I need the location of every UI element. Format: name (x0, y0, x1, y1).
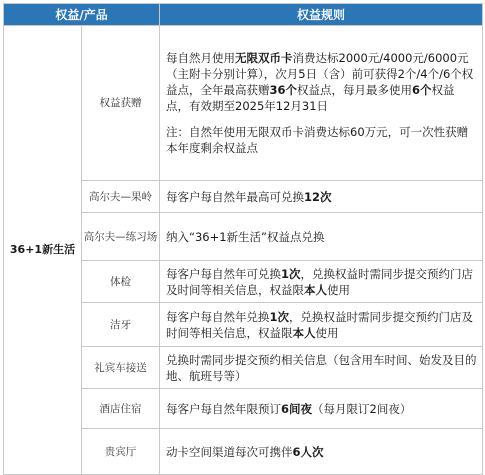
rule-paragraph (166, 352, 477, 384)
row-rule (160, 389, 483, 429)
rule-note: 注：自然年使用无限双币卡消费达标60万元，可一次性获赠本年度剩余权益点 (166, 125, 469, 155)
row-rule (160, 261, 483, 303)
rule-paragraph (166, 229, 477, 245)
rule-text: ，兑换权益时需同步提交预约门店及时间等相关信息，权益限 (166, 266, 474, 297)
row-name: 高尔夫—练习场 (82, 213, 160, 261)
emphasis-text: 6个 (412, 83, 432, 97)
rule-paragraph (166, 266, 477, 298)
rule-paragraph (166, 444, 477, 460)
header-benefit-product: 权益/产品 (4, 4, 160, 26)
rule-text: 权益点，每月最多使用 (297, 83, 413, 97)
emphasis-text: 6间夜 (281, 401, 313, 416)
table-header-row (4, 4, 483, 26)
emphasis-text: 本人 (292, 325, 316, 340)
rule-text: 兑换时需同步提交预约相关信息（包含用车时间、始发及目的地、航班号等） (166, 352, 477, 383)
rule-paragraph (166, 309, 477, 341)
rule-paragraph (166, 189, 477, 205)
rule-text: ，兑换权益时需同步提交预约门店及时间等相关信息，权益限 (166, 309, 474, 340)
rule-text: 使用 (327, 282, 351, 297)
row-name: 体检 (82, 261, 160, 303)
rule-paragraph (166, 50, 477, 114)
emphasis-text: 1次 (269, 309, 290, 324)
emphasis-text: 1次 (281, 266, 301, 281)
category-36-plus-1: 36+1新生活 (4, 26, 82, 475)
row-name: 贵宾厅 (82, 429, 160, 475)
rule-text: 每客户每自然年限预订 (166, 401, 282, 416)
benefits-table (3, 3, 483, 475)
rule-text: 每客户每自然年兑换 (166, 309, 270, 324)
rule-text: 每客户每自然年可兑换 (166, 266, 282, 281)
row-rule (160, 213, 483, 261)
rule-paragraph (166, 401, 477, 417)
table-row (4, 26, 483, 181)
row-name: 礼宾车接送 (82, 347, 160, 389)
header-benefit-rules: 权益规则 (160, 4, 483, 26)
rule-text: 每客户每自然年最高可兑换 (166, 189, 305, 204)
rule-text: 每自然月使用 (166, 51, 236, 65)
row-name: 权益获赠 (82, 26, 160, 181)
emphasis-text: 本人 (304, 282, 328, 297)
row-name: 高尔夫—果岭 (82, 181, 160, 213)
row-name: 洁牙 (82, 303, 160, 347)
row-name: 酒店住宿 (82, 389, 160, 429)
emphasis-text: 无限双币卡 (235, 51, 293, 65)
row-rule (160, 26, 483, 181)
rule-text: 纳入“36+1新生活”权益点兑换 (166, 229, 325, 244)
row-rule (160, 303, 483, 347)
rule-text: 使用 (315, 325, 339, 340)
rule-text: 动卡空间渠道每次可携伴 (166, 444, 293, 459)
emphasis-text: 36个 (269, 83, 298, 97)
row-rule (160, 347, 483, 389)
rule-text: 消费达标2000元/4000元/6000元（主附卡分别计算），次月5日（含）前可获得2个/4个/6个权益点，全年最高获赠 (166, 51, 474, 97)
row-rule (160, 429, 483, 475)
rule-text: 权益点，有效期至2025年12月31日 (166, 83, 455, 113)
emphasis-text: 6人次 (292, 444, 324, 459)
emphasis-text: 12次 (304, 189, 332, 204)
rule-text: （每月限订2间夜） (312, 401, 412, 416)
row-rule (160, 181, 483, 213)
